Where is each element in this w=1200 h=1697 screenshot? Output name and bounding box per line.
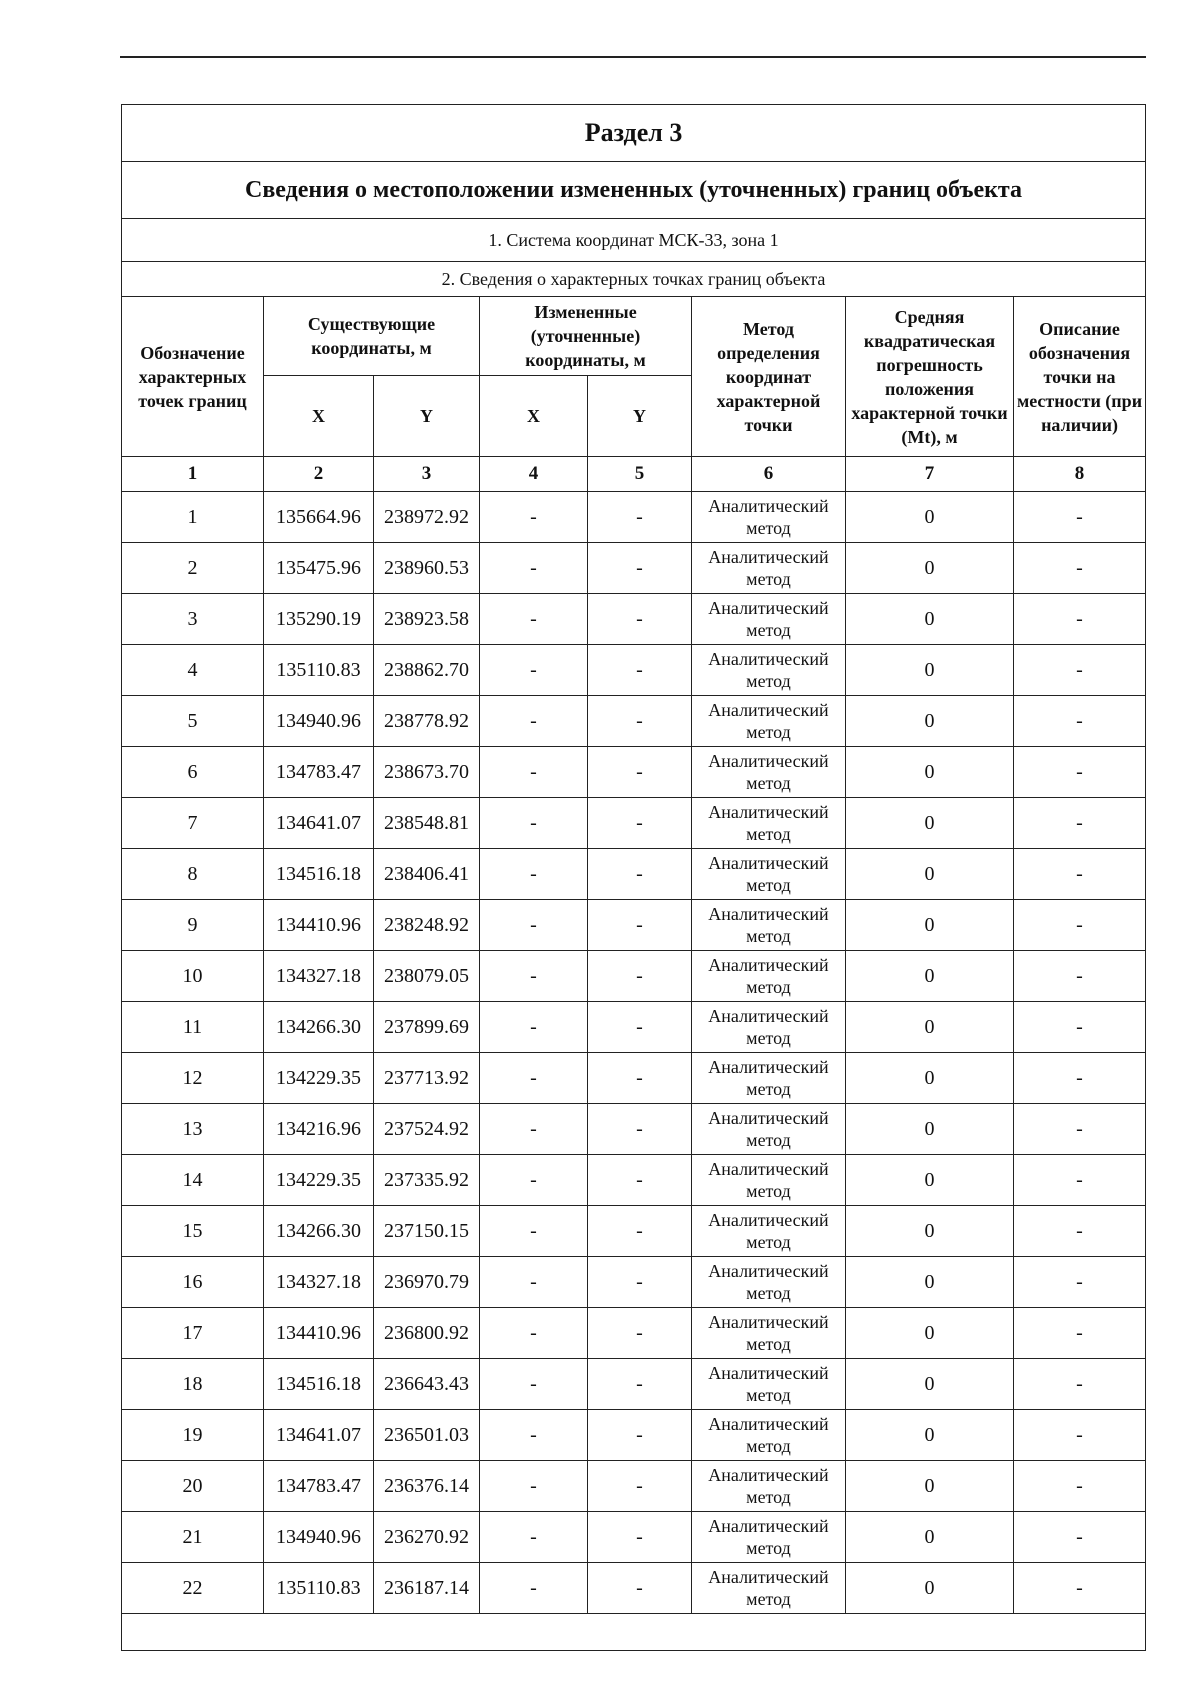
method-cell: Аналитический метод (692, 594, 846, 645)
point-number: 17 (122, 1308, 264, 1359)
method-cell: Аналитический метод (692, 543, 846, 594)
mean-error-cell: 0 (846, 1359, 1014, 1410)
description-cell: - (1014, 1206, 1146, 1257)
header-changed-y: Y (588, 376, 692, 457)
changed-x: - (480, 1206, 588, 1257)
existing-y: 237899.69 (374, 1002, 480, 1053)
existing-y: 237335.92 (374, 1155, 480, 1206)
changed-x: - (480, 1155, 588, 1206)
description-cell: - (1014, 900, 1146, 951)
changed-x: - (480, 645, 588, 696)
description-cell: - (1014, 1104, 1146, 1155)
existing-x: 135475.96 (264, 543, 374, 594)
existing-y: 237524.92 (374, 1104, 480, 1155)
existing-y: 238960.53 (374, 543, 480, 594)
existing-y: 237150.15 (374, 1206, 480, 1257)
existing-x: 134641.07 (264, 1410, 374, 1461)
existing-x: 135290.19 (264, 594, 374, 645)
mean-error-cell: 0 (846, 543, 1014, 594)
mean-error-cell: 0 (846, 1155, 1014, 1206)
method-cell: Аналитический метод (692, 492, 846, 543)
changed-y: - (588, 696, 692, 747)
existing-x: 135110.83 (264, 1563, 374, 1614)
existing-x: 134327.18 (264, 1257, 374, 1308)
changed-y: - (588, 951, 692, 1002)
table-row (122, 1308, 1146, 1359)
changed-y: - (588, 747, 692, 798)
mean-error-cell: 0 (846, 1461, 1014, 1512)
existing-y: 238778.92 (374, 696, 480, 747)
point-number: 2 (122, 543, 264, 594)
method-cell: Аналитический метод (692, 1359, 846, 1410)
mean-error-cell: 0 (846, 1257, 1014, 1308)
table-row (122, 849, 1146, 900)
changed-y: - (588, 1104, 692, 1155)
existing-y: 237713.92 (374, 1053, 480, 1104)
mean-error-cell: 0 (846, 849, 1014, 900)
header-description: Описание обозначения точки на местности (при наличии) (1014, 297, 1146, 457)
method-cell: Аналитический метод (692, 798, 846, 849)
existing-x: 134783.47 (264, 1461, 374, 1512)
changed-y: - (588, 1002, 692, 1053)
existing-y: 238548.81 (374, 798, 480, 849)
table-row (122, 645, 1146, 696)
changed-y: - (588, 798, 692, 849)
header-changed-x: X (480, 376, 588, 457)
top-rule (120, 56, 1146, 58)
existing-x: 134940.96 (264, 1512, 374, 1563)
mean-error-cell: 0 (846, 1053, 1014, 1104)
table-row (122, 492, 1146, 543)
mean-error-cell: 0 (846, 1308, 1014, 1359)
point-number: 10 (122, 951, 264, 1002)
method-cell: Аналитический метод (692, 1257, 846, 1308)
column-number: 1 (122, 457, 264, 492)
method-cell: Аналитический метод (692, 1410, 846, 1461)
table-row (122, 900, 1146, 951)
section-sheet (121, 104, 1145, 1651)
changed-y: - (588, 1410, 692, 1461)
changed-x: - (480, 798, 588, 849)
changed-y: - (588, 1155, 692, 1206)
description-cell: - (1014, 1410, 1146, 1461)
header-mean-error: Средняя квадратическая погрешность положения характерной точки (Mt), м (846, 297, 1014, 457)
column-number: 8 (1014, 457, 1146, 492)
changed-y: - (588, 1461, 692, 1512)
point-number: 12 (122, 1053, 264, 1104)
changed-y: - (588, 1563, 692, 1614)
changed-y: - (588, 849, 692, 900)
changed-y: - (588, 900, 692, 951)
changed-x: - (480, 1359, 588, 1410)
mean-error-cell: 0 (846, 900, 1014, 951)
table-row (122, 747, 1146, 798)
table-row (122, 696, 1146, 747)
description-cell: - (1014, 1512, 1146, 1563)
existing-x: 134641.07 (264, 798, 374, 849)
point-number: 20 (122, 1461, 264, 1512)
existing-x: 134229.35 (264, 1155, 374, 1206)
description-cell: - (1014, 1359, 1146, 1410)
mean-error-cell: 0 (846, 747, 1014, 798)
column-number: 3 (374, 457, 480, 492)
existing-x: 134516.18 (264, 1359, 374, 1410)
existing-y: 236376.14 (374, 1461, 480, 1512)
existing-x: 134327.18 (264, 951, 374, 1002)
point-number: 14 (122, 1155, 264, 1206)
mean-error-cell: 0 (846, 492, 1014, 543)
mean-error-cell: 0 (846, 594, 1014, 645)
method-cell: Аналитический метод (692, 1461, 846, 1512)
existing-y: 236501.03 (374, 1410, 480, 1461)
method-cell: Аналитический метод (692, 1308, 846, 1359)
changed-x: - (480, 900, 588, 951)
existing-x: 134783.47 (264, 747, 374, 798)
existing-y: 238862.70 (374, 645, 480, 696)
point-number: 16 (122, 1257, 264, 1308)
point-number: 19 (122, 1410, 264, 1461)
changed-x: - (480, 1308, 588, 1359)
existing-x: 135664.96 (264, 492, 374, 543)
description-cell: - (1014, 747, 1146, 798)
table-row (122, 543, 1146, 594)
changed-x: - (480, 1104, 588, 1155)
method-cell: Аналитический метод (692, 1002, 846, 1053)
table-row (122, 1359, 1146, 1410)
existing-x: 134216.96 (264, 1104, 374, 1155)
changed-x: - (480, 1410, 588, 1461)
changed-x: - (480, 594, 588, 645)
mean-error-cell: 0 (846, 1104, 1014, 1155)
existing-y: 238406.41 (374, 849, 480, 900)
column-number: 7 (846, 457, 1014, 492)
point-number: 3 (122, 594, 264, 645)
mean-error-cell: 0 (846, 1410, 1014, 1461)
existing-x: 134410.96 (264, 900, 374, 951)
table-row (122, 1155, 1146, 1206)
table-row (122, 1563, 1146, 1614)
column-number: 6 (692, 457, 846, 492)
description-cell: - (1014, 645, 1146, 696)
existing-y: 236270.92 (374, 1512, 480, 1563)
point-number: 4 (122, 645, 264, 696)
point-number: 15 (122, 1206, 264, 1257)
description-cell: - (1014, 492, 1146, 543)
description-cell: - (1014, 1002, 1146, 1053)
points-table (121, 104, 1146, 1651)
changed-y: - (588, 1512, 692, 1563)
method-cell: Аналитический метод (692, 1512, 846, 1563)
changed-y: - (588, 1257, 692, 1308)
point-number: 11 (122, 1002, 264, 1053)
existing-y: 236800.92 (374, 1308, 480, 1359)
table-row (122, 1002, 1146, 1053)
empty-row (122, 1614, 1146, 1651)
changed-x: - (480, 696, 588, 747)
method-cell: Аналитический метод (692, 1104, 846, 1155)
method-cell: Аналитический метод (692, 900, 846, 951)
changed-y: - (588, 543, 692, 594)
header-existing-coordinates: Существующие координаты, м (264, 297, 480, 376)
header-designation: Обозначение характерных точек границ (122, 297, 264, 457)
description-cell: - (1014, 1155, 1146, 1206)
description-cell: - (1014, 1461, 1146, 1512)
table-row (122, 951, 1146, 1002)
method-cell: Аналитический метод (692, 747, 846, 798)
point-number: 5 (122, 696, 264, 747)
changed-x: - (480, 543, 588, 594)
description-cell: - (1014, 849, 1146, 900)
description-cell: - (1014, 543, 1146, 594)
existing-y: 236970.79 (374, 1257, 480, 1308)
header-existing-y: Y (374, 376, 480, 457)
description-cell: - (1014, 951, 1146, 1002)
changed-y: - (588, 645, 692, 696)
description-cell: - (1014, 696, 1146, 747)
changed-y: - (588, 492, 692, 543)
mean-error-cell: 0 (846, 696, 1014, 747)
changed-x: - (480, 1053, 588, 1104)
coordinate-system: 1. Система координат МСК-33, зона 1 (122, 219, 1146, 262)
table-row (122, 1512, 1146, 1563)
method-cell: Аналитический метод (692, 696, 846, 747)
table-row (122, 1257, 1146, 1308)
description-cell: - (1014, 1257, 1146, 1308)
description-cell: - (1014, 798, 1146, 849)
changed-x: - (480, 1257, 588, 1308)
column-number-row (122, 457, 1146, 492)
table-row (122, 1461, 1146, 1512)
existing-y: 238673.70 (374, 747, 480, 798)
point-number: 21 (122, 1512, 264, 1563)
existing-y: 238972.92 (374, 492, 480, 543)
table-row (122, 594, 1146, 645)
existing-x: 134410.96 (264, 1308, 374, 1359)
method-cell: Аналитический метод (692, 645, 846, 696)
changed-x: - (480, 849, 588, 900)
header-existing-x: X (264, 376, 374, 457)
description-cell: - (1014, 1563, 1146, 1614)
mean-error-cell: 0 (846, 951, 1014, 1002)
changed-x: - (480, 1512, 588, 1563)
changed-y: - (588, 1308, 692, 1359)
points-heading: 2. Сведения о характерных точках границ объекта (122, 262, 1146, 297)
point-number: 7 (122, 798, 264, 849)
mean-error-cell: 0 (846, 1563, 1014, 1614)
existing-x: 134940.96 (264, 696, 374, 747)
changed-y: - (588, 594, 692, 645)
description-cell: - (1014, 1053, 1146, 1104)
point-number: 8 (122, 849, 264, 900)
point-number: 9 (122, 900, 264, 951)
point-number: 18 (122, 1359, 264, 1410)
changed-x: - (480, 492, 588, 543)
empty-cell (122, 1614, 1146, 1651)
existing-x: 134229.35 (264, 1053, 374, 1104)
existing-y: 236643.43 (374, 1359, 480, 1410)
mean-error-cell: 0 (846, 1206, 1014, 1257)
changed-x: - (480, 1461, 588, 1512)
existing-y: 238079.05 (374, 951, 480, 1002)
method-cell: Аналитический метод (692, 951, 846, 1002)
existing-y: 238248.92 (374, 900, 480, 951)
section-subtitle: Сведения о местоположении измененных (уточненных) границ объекта (122, 162, 1146, 219)
point-number: 6 (122, 747, 264, 798)
method-cell: Аналитический метод (692, 1563, 846, 1614)
existing-x: 134266.30 (264, 1206, 374, 1257)
table-row (122, 1053, 1146, 1104)
method-cell: Аналитический метод (692, 849, 846, 900)
column-number: 5 (588, 457, 692, 492)
point-number: 13 (122, 1104, 264, 1155)
changed-y: - (588, 1206, 692, 1257)
changed-x: - (480, 1002, 588, 1053)
description-cell: - (1014, 594, 1146, 645)
method-cell: Аналитический метод (692, 1053, 846, 1104)
mean-error-cell: 0 (846, 1512, 1014, 1563)
table-row (122, 1104, 1146, 1155)
table-row (122, 1206, 1146, 1257)
mean-error-cell: 0 (846, 1002, 1014, 1053)
description-cell: - (1014, 1308, 1146, 1359)
method-cell: Аналитический метод (692, 1155, 846, 1206)
column-number: 2 (264, 457, 374, 492)
existing-y: 236187.14 (374, 1563, 480, 1614)
method-cell: Аналитический метод (692, 1206, 846, 1257)
changed-x: - (480, 1563, 588, 1614)
point-number: 1 (122, 492, 264, 543)
header-changed-coordinates: Измененные (уточненные) координаты, м (480, 297, 692, 376)
changed-y: - (588, 1053, 692, 1104)
existing-x: 134516.18 (264, 849, 374, 900)
changed-y: - (588, 1359, 692, 1410)
section-title: Раздел 3 (122, 105, 1146, 162)
changed-x: - (480, 951, 588, 1002)
existing-y: 238923.58 (374, 594, 480, 645)
changed-x: - (480, 747, 588, 798)
column-number: 4 (480, 457, 588, 492)
header-method: Метод определения координат характерной точки (692, 297, 846, 457)
existing-x: 135110.83 (264, 645, 374, 696)
table-row (122, 1410, 1146, 1461)
table-row (122, 798, 1146, 849)
existing-x: 134266.30 (264, 1002, 374, 1053)
mean-error-cell: 0 (846, 645, 1014, 696)
mean-error-cell: 0 (846, 798, 1014, 849)
point-number: 22 (122, 1563, 264, 1614)
